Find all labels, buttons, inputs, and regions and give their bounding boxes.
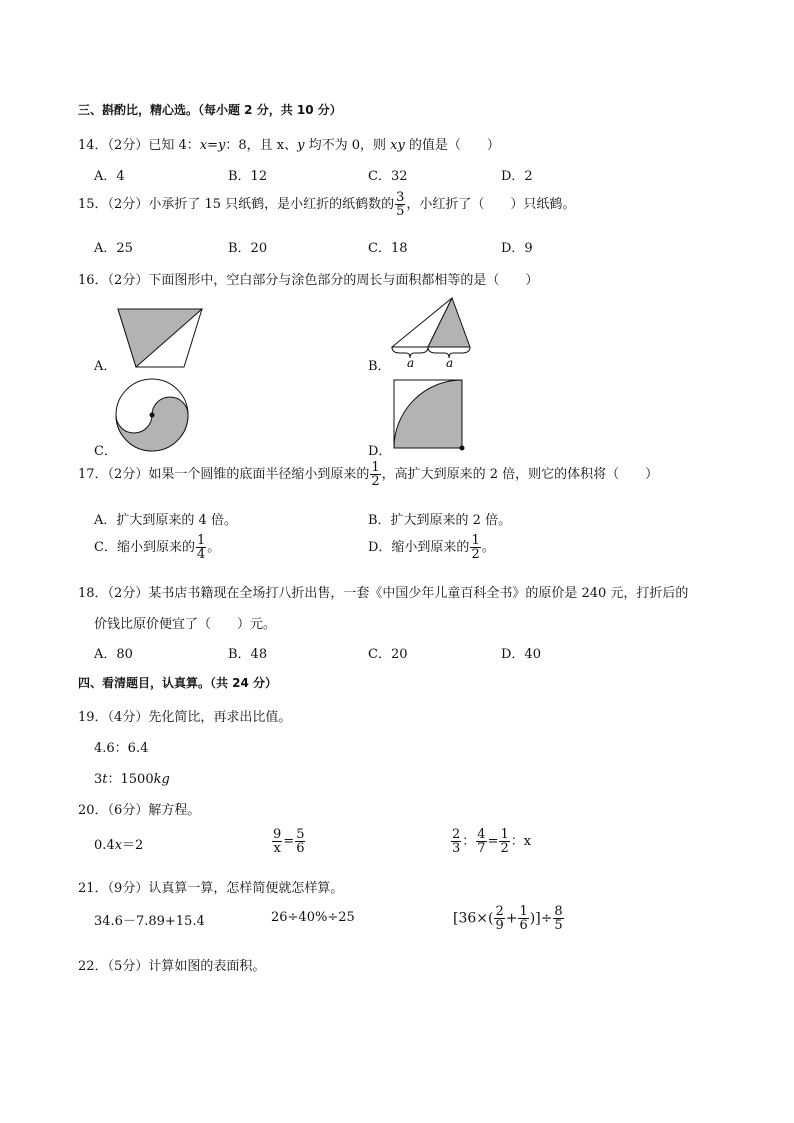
q19-item2-t: t <box>102 772 108 787</box>
q17-optc-prefix: C．缩小到原来的 <box>94 540 195 555</box>
q20-eq3-frac3 <box>499 828 509 855</box>
q20-equation-3 <box>450 828 531 855</box>
q17-optd-prefix: D．缩小到原来的 <box>368 540 470 555</box>
q19-item-2 <box>94 768 170 787</box>
q20-eq3-colon2: ：x <box>510 834 532 849</box>
q15-option-b[interactable]: B．20 <box>228 241 268 256</box>
q21-expr3-a: [36×( <box>453 910 494 927</box>
q21-expr3-n3: 8 <box>554 904 563 919</box>
q18-option-b[interactable]: B．48 <box>228 647 268 662</box>
q20-eq2-den2: 6 <box>296 841 305 856</box>
q16-figure-a <box>110 305 210 370</box>
question-18-line-1: 18．（2分）某书店书籍现在全场打八折出售，一套《中国少年儿童百科全书》的原价是 240 元，打折后的 <box>78 586 689 601</box>
q14-option-a[interactable]: A．4 <box>94 169 125 184</box>
q17-optc-suffix: 。 <box>207 540 221 555</box>
q17-optd-den: 2 <box>471 547 480 562</box>
q14-option-d[interactable]: D．2 <box>501 169 533 184</box>
q17-frac-num: 1 <box>371 460 380 475</box>
q20-eq3-d1: 3 <box>452 841 461 856</box>
q20-eq3-n1: 2 <box>452 827 461 842</box>
q15-frac-num: 3 <box>396 190 405 205</box>
q17-optc-den: 4 <box>196 547 206 562</box>
q15-option-c[interactable]: C．18 <box>368 241 408 256</box>
q16-option-c[interactable]: C． <box>94 444 117 459</box>
q17-optd-suffix: 。 <box>481 540 495 555</box>
q17-fraction <box>370 461 380 488</box>
q20-eq2-num2: 5 <box>296 827 305 842</box>
q21-expr3-b: )]÷ <box>529 910 553 927</box>
q14-x: x <box>199 138 208 153</box>
q18-option-d[interactable]: D．40 <box>501 647 541 662</box>
question-19: 19．（4分）先化简比，再求出比值。 <box>78 710 292 725</box>
question-20: 20．（6分）解方程。 <box>78 803 201 818</box>
q20-eq1-a: 0.4 <box>94 838 115 853</box>
q18-option-a[interactable]: A．80 <box>94 647 133 662</box>
q17-option-a[interactable]: A．扩大到原来的 4 倍。 <box>94 513 237 528</box>
q20-eq2-frac1 <box>272 828 282 855</box>
q15-suffix: ，小红折了（ ）只纸鹤。 <box>406 197 576 212</box>
q16-figure-c <box>114 377 190 453</box>
q17-optc-fraction <box>196 534 206 561</box>
q20-eq3-frac2 <box>476 828 486 855</box>
q14-y2: y <box>297 138 305 153</box>
q15-fraction <box>395 191 405 218</box>
section-3-title: 三、斟酌比，精心选。（每小题 2 分，共 10 分） <box>78 103 342 117</box>
question-16: 16．（2分）下面图形中，空白部分与涂色部分的周长与面积都相等的是（ ） <box>78 273 539 288</box>
q17-option-b[interactable]: B．扩大到原来的 2 倍。 <box>368 513 512 528</box>
q16-fig-b-label-2: a <box>446 356 454 370</box>
question-17 <box>78 461 658 488</box>
q20-eq2-frac2 <box>295 828 305 855</box>
q21-expr3-plus: + <box>505 910 518 927</box>
question-22: 22．（5分）计算如图的表面积。 <box>78 959 266 974</box>
q17-suffix: ，高扩大到原来的 2 倍，则它的体积将（ ） <box>381 467 659 482</box>
q16-option-a[interactable]: A． <box>94 359 117 374</box>
q16-fig-b-label-1: a <box>407 356 415 370</box>
q21-expr3-frac3 <box>553 905 563 932</box>
q17-optd-fraction <box>470 534 480 561</box>
q20-eq3-eq: = <box>487 834 499 849</box>
q21-expr3-d2: 6 <box>519 918 528 933</box>
q20-eq2-den: x <box>273 841 281 856</box>
q19-item-1: 4.6：6.4 <box>94 741 149 756</box>
q20-eq3-colon1: ： <box>462 834 476 849</box>
q19-item2-a: 3 <box>94 772 103 787</box>
q15-option-d[interactable]: D．9 <box>501 241 533 256</box>
q20-eq3-n2: 4 <box>477 827 486 842</box>
q21-expr3-d1: 9 <box>495 918 504 933</box>
question-14 <box>78 134 500 153</box>
section-4-title: 四、看清题目，认真算。（共 24 分） <box>78 676 278 690</box>
q21-expression-3 <box>453 905 565 932</box>
q21-expression-1: 34.6－7.89+15.4 <box>94 914 205 929</box>
q20-eq3-n3: 1 <box>500 827 509 842</box>
q20-eq3-frac1 <box>451 828 461 855</box>
q14-mid: ：8，且 x、 <box>225 138 298 153</box>
q14-suffix1: 均不为 0，则 <box>304 138 391 153</box>
q14-option-b[interactable]: B．12 <box>228 169 268 184</box>
q16-figure-b <box>390 295 475 375</box>
q14-eq: = <box>207 138 218 153</box>
question-21: 21．（9分）认真算一算，怎样简便就怎样算。 <box>78 881 344 896</box>
question-18-line-2: 价钱比原价便宜了（ ）元。 <box>94 617 277 632</box>
q21-expr3-frac1 <box>494 905 504 932</box>
q14-y: y <box>217 138 226 153</box>
q20-equation-2 <box>271 828 306 855</box>
q20-eq2-eq: = <box>283 834 295 849</box>
q20-equation-1 <box>94 834 143 853</box>
q20-eq1-b: ＝2 <box>122 838 144 853</box>
q16-option-d[interactable]: D． <box>368 444 392 459</box>
q15-frac-den: 5 <box>396 204 405 219</box>
q15-prefix: 15．（2分）小承折了 15 只纸鹤，是小红折的纸鹤数的 <box>78 197 395 212</box>
q14-xy: xy <box>390 138 405 153</box>
question-15 <box>78 191 575 218</box>
q20-eq3-d3: 2 <box>500 841 509 856</box>
q19-item2-kg: kg <box>153 772 170 787</box>
q21-expression-2: 26÷40%÷25 <box>271 910 355 925</box>
q17-option-d[interactable] <box>368 534 495 561</box>
q20-eq1-x: x <box>114 838 123 853</box>
q17-optd-num: 1 <box>471 533 480 548</box>
q20-eq2-num: 9 <box>273 827 282 842</box>
q14-option-c[interactable]: C．32 <box>368 169 408 184</box>
q17-prefix: 17．（2分）如果一个圆锥的底面半径缩小到原来的 <box>78 467 370 482</box>
q21-expr3-d3: 5 <box>554 918 563 933</box>
q21-expr3-frac2 <box>518 905 528 932</box>
q17-frac-den: 2 <box>371 474 380 489</box>
q17-option-c[interactable] <box>94 534 220 561</box>
q20-eq3-d2: 7 <box>477 841 486 856</box>
q14-suffix2: 的值是（ ） <box>404 138 500 153</box>
q21-expr3-n1: 2 <box>495 904 504 919</box>
q19-item2-b: ：1500 <box>107 772 154 787</box>
q21-expr3-n2: 1 <box>519 904 528 919</box>
q17-optc-num: 1 <box>196 533 206 548</box>
q18-option-c[interactable]: C．20 <box>368 647 408 662</box>
q16-option-b[interactable]: B． <box>368 359 391 374</box>
q14-prefix: 14．（2分）已知 4： <box>78 138 200 153</box>
q16-figure-d <box>393 379 468 454</box>
q15-option-a[interactable]: A．25 <box>94 241 133 256</box>
